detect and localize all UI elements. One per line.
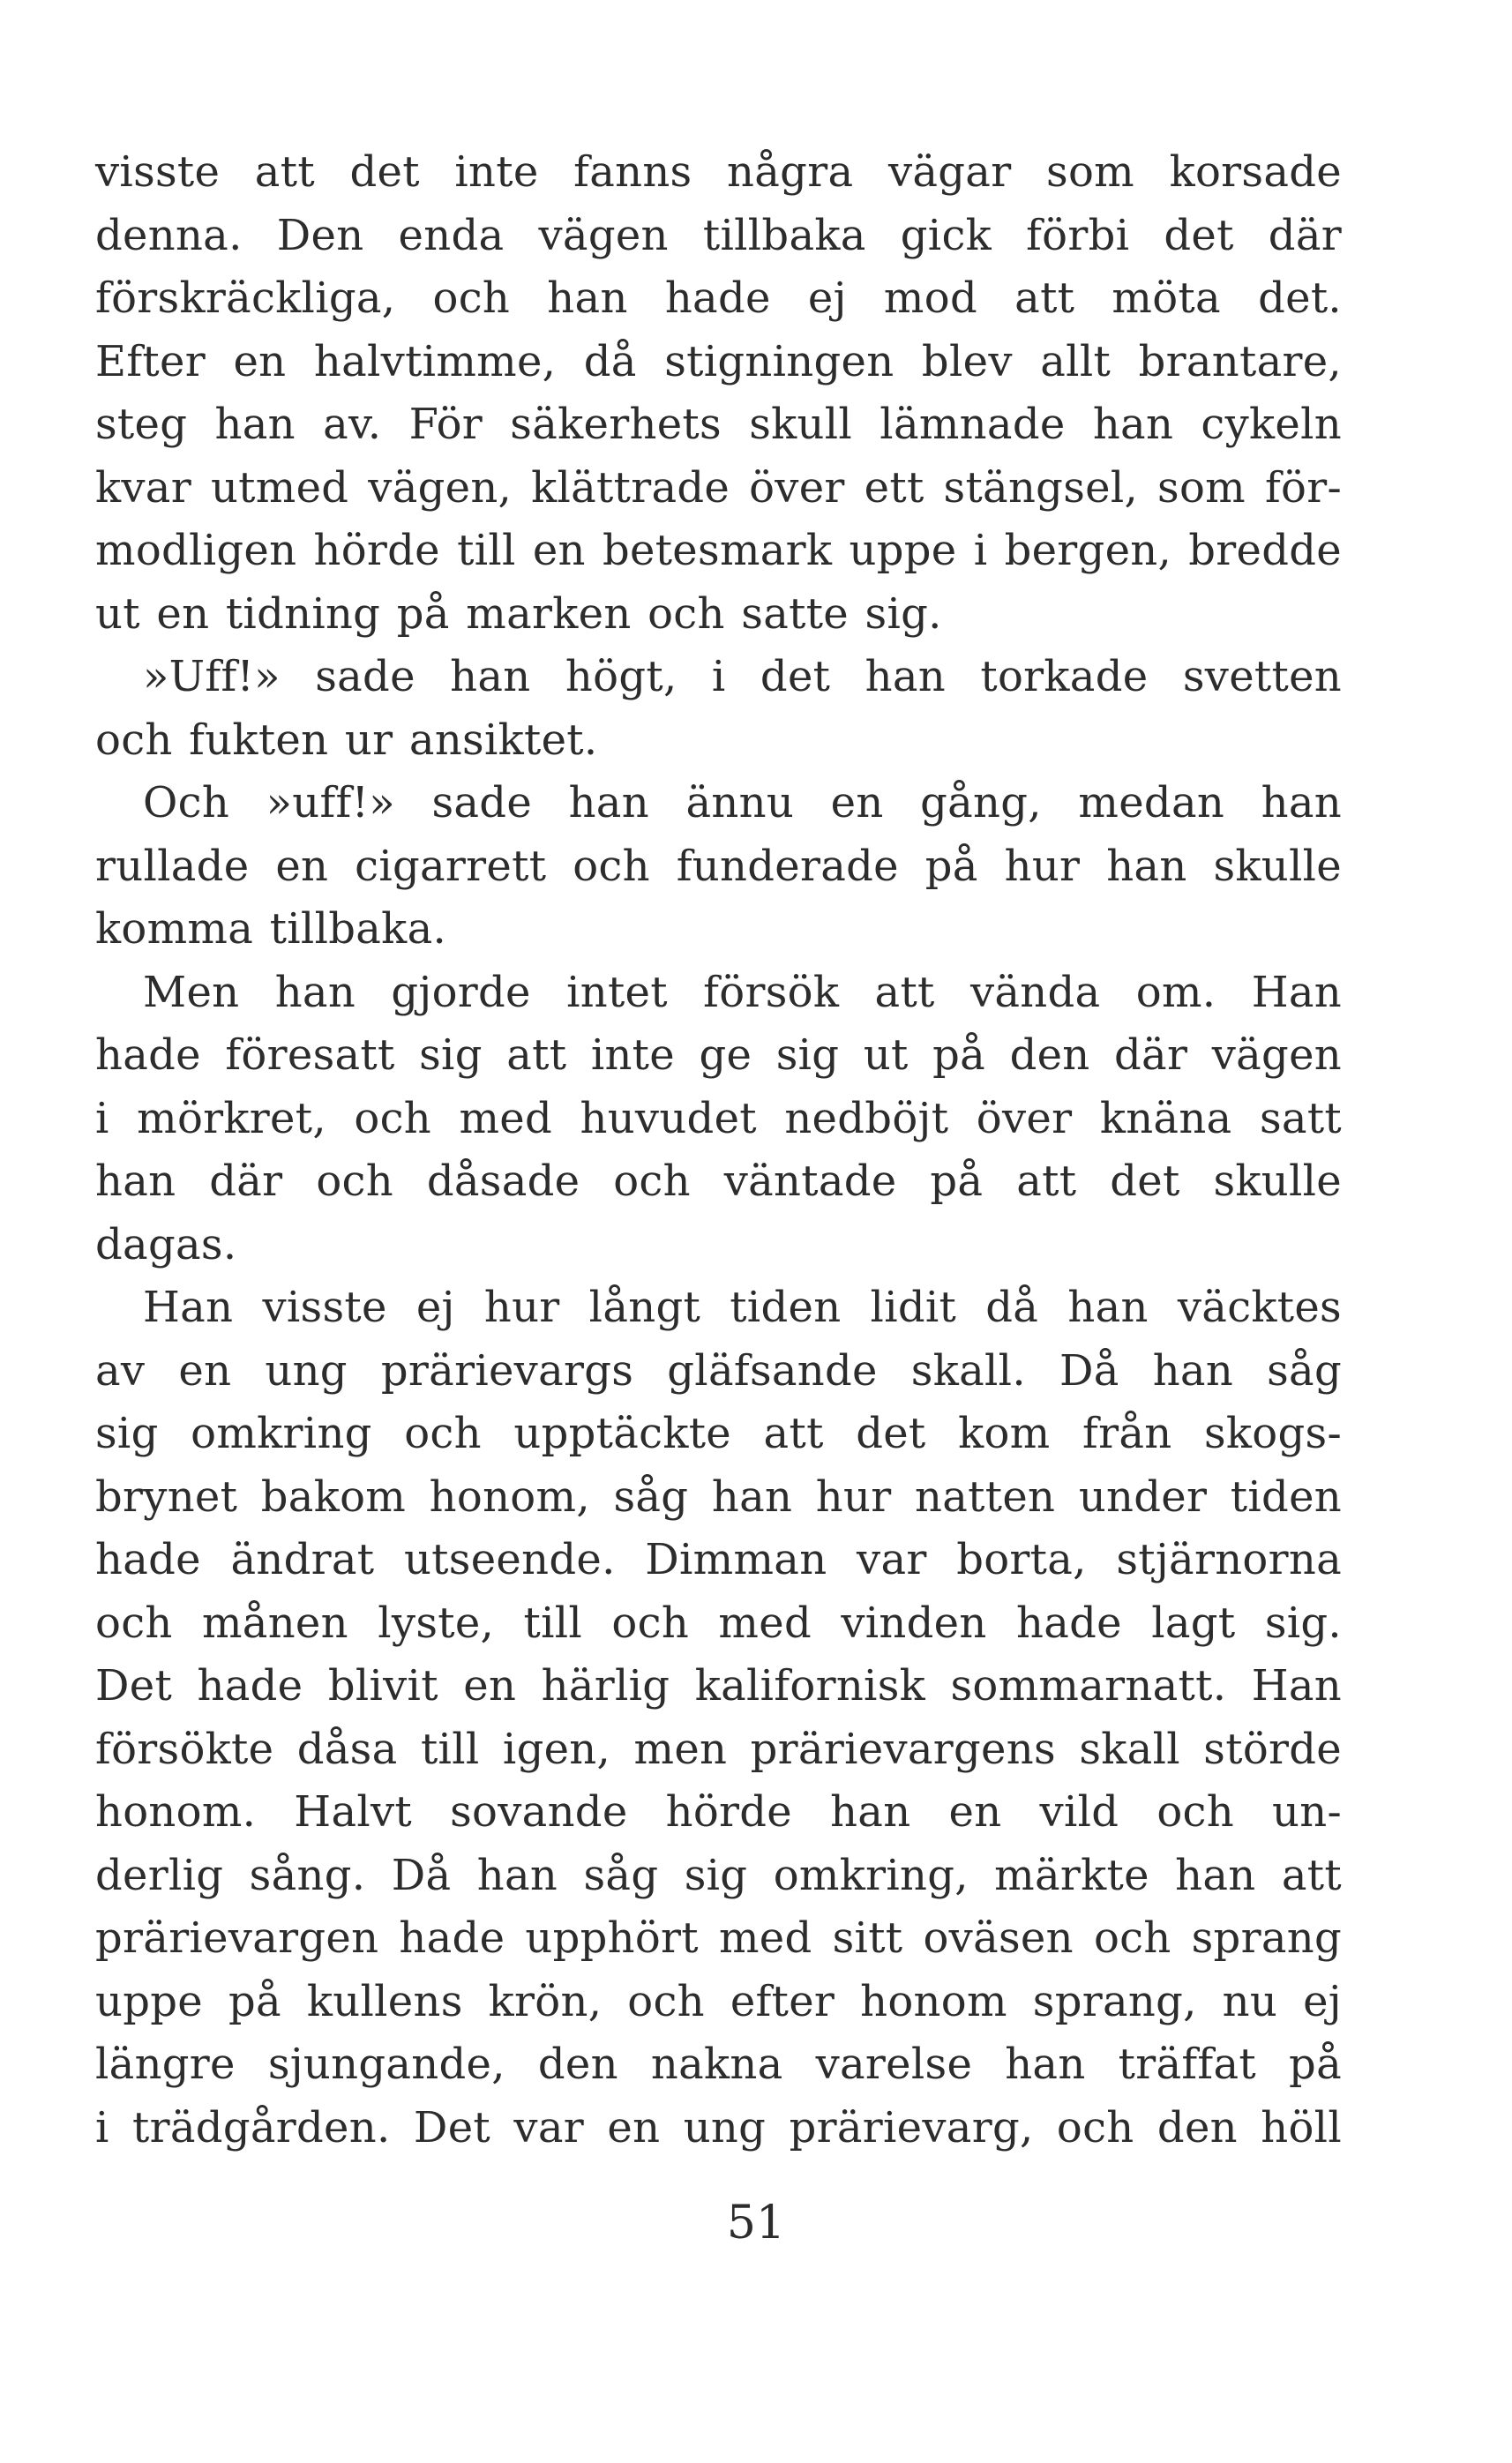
text-line: och fukten ur ansiktet. [95, 715, 598, 765]
text-line: brynet bakom honom, såg han hur natten under tiden [95, 1471, 1342, 1522]
text-line: försökte dåsa till igen, men prärievargens skall störde [95, 1724, 1342, 1774]
text-line: Han visste ej hur långt tiden lidit då han väcktes [143, 1283, 1342, 1332]
text-line: i trädgården. Det var en ung prärievarg, och den höll [95, 2102, 1342, 2152]
text-line: Det hade blivit en härlig kalifornisk sommarnatt. Han [95, 1661, 1342, 1711]
text-line: av en ung prärievargs gläfsande skall. Då han såg [95, 1345, 1342, 1396]
text-line: Och »uff!» sade han ännu en gång, medan han [143, 778, 1342, 827]
text-line: och månen lyste, till och med vinden hade lagt sig. [95, 1598, 1342, 1648]
text-line: honom. Halvt sovande hörde han en vild och un- [95, 1787, 1342, 1837]
text-line: denna. Den enda vägen tillbaka gick förbi det där [95, 210, 1342, 260]
text-line: ut en tidning på marken och satte sig. [95, 588, 942, 639]
text-line: steg han av. För säkerhets skull lämnade han cykeln [95, 400, 1342, 449]
text-line: hade ändrat utseende. Dimman var borta, stjärnorna [95, 1535, 1342, 1584]
text-line: »Uff!» sade han högt, i det han torkade svetten [143, 652, 1342, 701]
text-line: uppe på kullens krön, och efter honom sprang, nu ej [95, 1976, 1342, 2026]
text-line: visste att det inte fanns några vägar som korsade [95, 147, 1342, 197]
text-line: komma tillbaka. [95, 904, 447, 954]
body-text [95, 141, 1342, 2160]
text-line: Efter en halvtimme, då stigningen blev allt brantare, [95, 336, 1342, 386]
text-line: dagas. [95, 1219, 237, 1269]
text-line: prärievargen hade upphört med sitt oväsen och sprang [95, 1913, 1342, 1963]
text-line: han där och dåsade och väntade på att det skulle [95, 1157, 1342, 1206]
text-line: längre sjungande, den nakna varelse han träffat på [95, 2040, 1342, 2089]
text-line: förskräckliga, och han hade ej mod att möta det. [95, 273, 1342, 323]
page-number: 51 [726, 2197, 786, 2250]
text-line: derlig sång. Då han såg sig omkring, märkte han att [95, 1850, 1342, 1900]
text-line: rullade en cigarrett och funderade på hur han skulle [95, 841, 1342, 891]
text-line: Men han gjorde intet försök att vända om. Han [143, 967, 1342, 1017]
text-line: kvar utmed vägen, klättrade över ett stängsel, som för- [95, 462, 1342, 513]
text-line: i mörkret, och med huvudet nedböjt över knäna satt [95, 1093, 1342, 1143]
text-line: hade föresatt sig att inte ge sig ut på den där vägen [95, 1030, 1342, 1080]
text-line: sig omkring och upptäckte att det kom från skogs- [95, 1409, 1342, 1458]
text-line: modligen hörde till en betesmark uppe i bergen, bredde [95, 526, 1342, 575]
